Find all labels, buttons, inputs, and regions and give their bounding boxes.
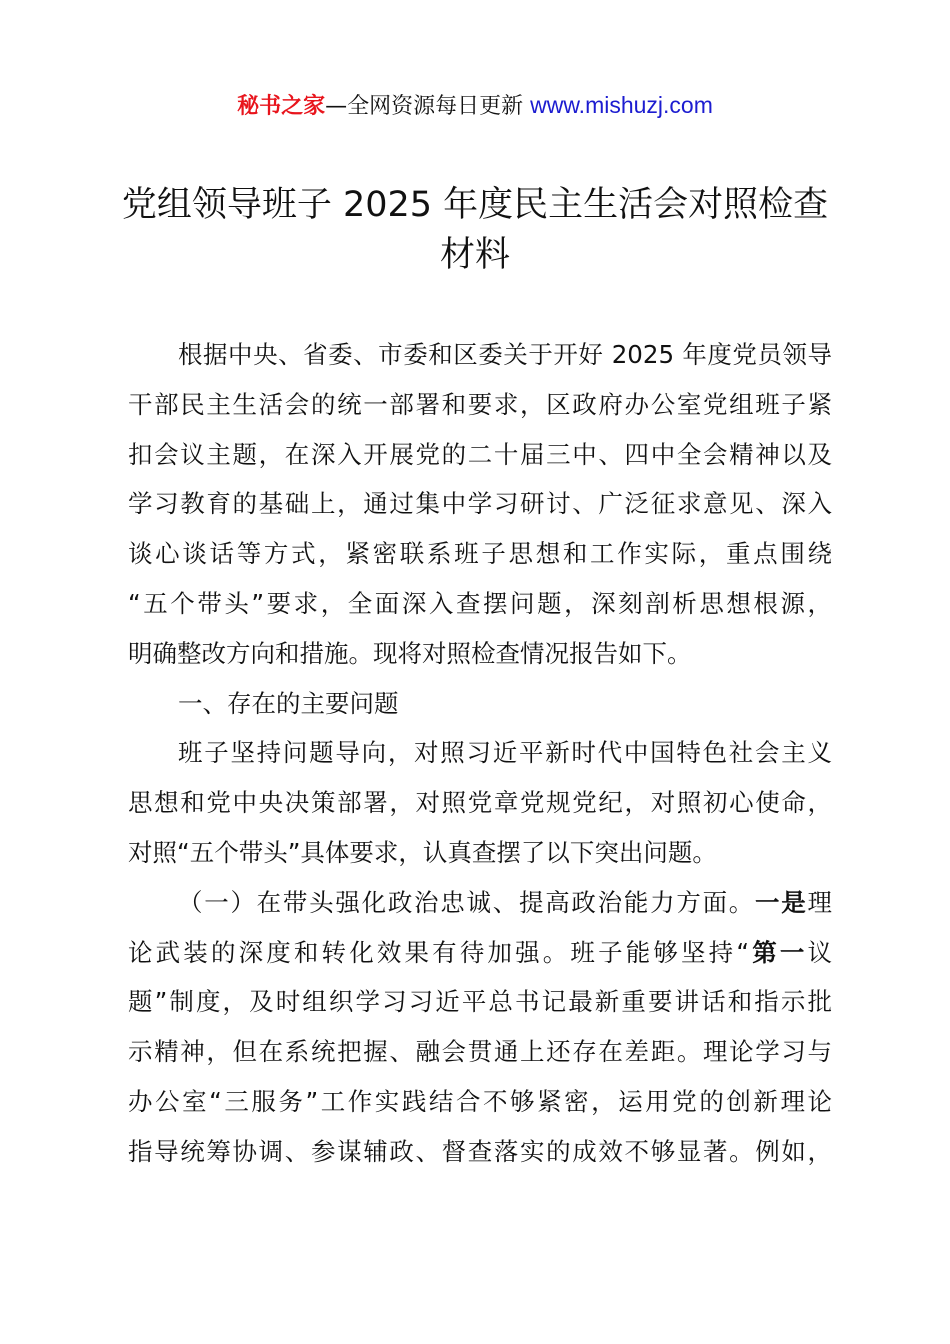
banner-slogan: —全网资源每日更新: [325, 94, 531, 119]
text-segment: 理: [807, 887, 833, 917]
paragraph-line: [128, 878, 832, 928]
paragraph-line: 指导统筹协调、参谋辅政、督查落实的成效不够显著。例如，: [128, 1136, 832, 1166]
title-line-1: 党组领导班子 2025 年度民主生活会对照检查: [121, 185, 829, 225]
text-segment: 议: [807, 937, 833, 967]
site-url-link[interactable]: www.mishuzj.com: [530, 92, 713, 118]
subsection-heading: （一）在带头强化政治忠诚、提高政治能力方面。: [178, 887, 756, 917]
paragraph-line: 谈心谈话等方式，紧密联系班子思想和工作实际，重点围绕: [128, 539, 832, 569]
paragraph-line: [128, 928, 832, 978]
paragraph-line: 对照“五个带头”具体要求，认真查摆了以下突出问题。: [128, 837, 717, 867]
paragraph-line: 办公室“三服务”工作实践结合不够紧密，运用党的创新理论: [128, 1086, 832, 1116]
bold-marker: 一是: [755, 887, 808, 917]
document-title: [120, 180, 830, 280]
paragraph-line: 干部民主生活会的统一部署和要求，区政府办公室党组班子紧: [128, 389, 832, 419]
paragraph-line: “五个带头”要求，全面深入查摆问题，深刻剖析思想根源，: [128, 588, 832, 618]
paragraph-line: 扣会议主题，在深入开展党的二十届三中、四中全会精神以及: [128, 439, 832, 469]
paragraph-line: 明确整改方向和措施。现将对照检查情况报告如下。: [128, 638, 692, 668]
paragraph-line: 学习教育的基础上，通过集中学习研讨、广泛征求意见、深入: [128, 489, 832, 519]
paragraph-line: 根据中央、省委、市委和区委关于开好 2025 年度党员领导: [178, 340, 832, 369]
bold-marker: 第一: [749, 937, 808, 967]
site-banner: [0, 88, 950, 124]
paragraph-line: 示精神，但在系统把握、融会贯通上还存在差距。理论学习与: [128, 1037, 832, 1067]
document-body: [128, 330, 832, 1177]
paragraph-line: 班子坚持问题导向，对照习近平新时代中国特色社会主义: [178, 738, 832, 768]
paragraph-line: 思想和党中央决策部署，对照党章党规党纪，对照初心使命，: [128, 788, 832, 818]
section-heading: 一、存在的主要问题: [178, 688, 399, 718]
title-line-2: 材料: [439, 235, 510, 275]
paragraph-line: 题”制度，及时组织学习习近平总书记最新重要讲话和指示批: [128, 987, 832, 1017]
brand-name: 秘书之家: [237, 94, 326, 119]
text-segment: 论武装的深度和转化效果有待加强。班子能够坚持“: [128, 937, 750, 967]
